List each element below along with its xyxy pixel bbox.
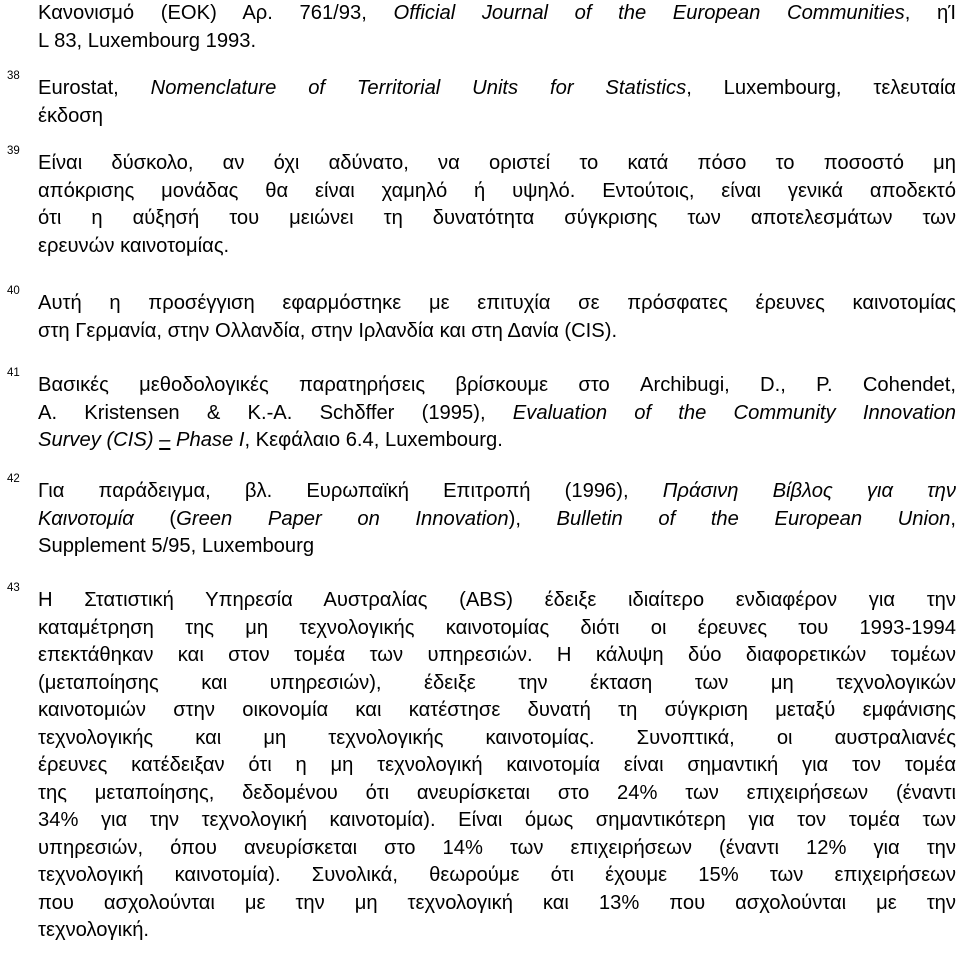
footnote-number: 40 (7, 285, 20, 297)
footnote-line (38, 400, 956, 428)
text-segment: έκδοση (38, 104, 103, 127)
text-segment: Για παράδειγμα, βλ. Ευρωπαϊκή Επιτροπή (1996), (38, 480, 663, 502)
footnote-line (38, 233, 956, 261)
text-segment: , Κεφάλαιο 6.4, Luxembourg. (244, 429, 503, 451)
text-segment: , Luxembourg, τελευταία (686, 77, 956, 99)
footnote-line (38, 890, 956, 918)
text-segment: Βασικές μεθοδολογικές παρατηρήσεις βρίσκουμε στο Archibugi, D., P. Cohendet, (38, 374, 956, 396)
footnote-line (38, 642, 956, 670)
footnote-number: 42 (7, 473, 20, 485)
text-segment: ( (133, 507, 177, 530)
footnote-line (38, 75, 956, 103)
text-segment: επεκτάθηκαν και στον τομέα των υπηρεσιών. Η κάλυψη δύο διαφορετικών τομέων (38, 644, 956, 666)
footnote-line (38, 725, 956, 753)
text-segment: Supplement 5/95, Luxembourg (38, 535, 315, 557)
text-segment: ότι η αύξησή του μειώνει τη δυνατότητα σύγκρισης των αποτελεσμάτων των (38, 207, 956, 229)
text-segment: στη Γερμανία, στην Ολλανδία, στην Ιρλανδία και στη Δανία (CIS). (38, 319, 618, 342)
footnote-line (38, 427, 956, 455)
footnote-line (38, 150, 956, 178)
footnote-line (38, 917, 956, 945)
text-segment: Πράσινη Βίβλος για την (662, 480, 956, 502)
footnote-39 (7, 145, 956, 260)
footnote-number: 43 (7, 582, 20, 594)
footnote-line (38, 587, 956, 615)
footnote-line (38, 318, 956, 346)
text-segment: τεχνολογική. (38, 919, 150, 941)
text-segment: καταμέτρηση της μη τεχνολογικής καινοτομίας διότι οι έρευνες του 1993-1994 (38, 616, 956, 639)
text-segment: Bulletin of the European Union (556, 507, 951, 530)
footnote-number: 41 (7, 367, 20, 379)
text-segment: Phase I (170, 429, 245, 451)
text-segment: Evaluation of the Community Innovation (512, 401, 956, 424)
footnote-38 (7, 70, 956, 130)
text-segment: Η Στατιστική Υπηρεσία Αυστραλίας (ABS) έδειξε ιδιαίτερο ενδιαφέρον για την (38, 589, 956, 611)
text-segment: Green Paper on Innovation (176, 507, 509, 530)
text-segment: απόκρισης μονάδας θα είναι χαμηλό ή υψηλό. Εντούτοις, είναι γενικά αποδεκτό (38, 179, 956, 202)
text-segment: 34% για την τεχνολογική καινοτομία). Είναι όμως σημαντικότερη για τον τομέα των (38, 809, 956, 831)
footnote-43 (7, 582, 956, 945)
footnote-number: 38 (7, 70, 20, 82)
footnote-line (38, 780, 956, 808)
footnote-line (38, 506, 956, 534)
text-segment: ), (508, 507, 557, 530)
footnote-line (38, 28, 956, 56)
text-segment: έρευνες κατέδειξαν ότι η μη τεχνολογική καινοτομία είναι σημαντική για τον τομέα (38, 754, 956, 776)
text-segment: Είναι δύσκολο, αν όχι αδύνατο, να οριστεί το κατά πόσο το ποσοστό μη (38, 152, 956, 174)
footnote-line (38, 697, 956, 725)
footnote-line (38, 807, 956, 835)
text-segment: καινοτομιών στην οικονομία και κατέστησε δυνατή τη σύγκριση μεταξύ εμφάνισης (38, 699, 956, 721)
footnote-number: 39 (7, 145, 20, 157)
footnote-line (38, 178, 956, 206)
footnote-line (38, 835, 956, 863)
text-segment: ερευνών καινοτομίας. (38, 234, 230, 257)
footnote-line (38, 533, 956, 561)
text-segment: – (159, 429, 171, 451)
text-segment: τεχνολογικής και μη τεχνολογικής καινοτομίας. Συνοπτικά, οι αυστραλιανές (38, 726, 956, 749)
footnote-line (38, 290, 956, 318)
text-segment: A. Kristensen & K.-A. Schδffer (1995), (38, 401, 513, 424)
footnote-line (38, 670, 956, 698)
footnote-40 (7, 285, 956, 345)
footnote-42 (7, 473, 957, 561)
footnote-37 (38, 0, 956, 55)
text-segment: τεχνολογική καινοτομία). Συνολικά, θεωρούμε ότι έχουμε 15% των επιχειρήσεων (38, 864, 956, 886)
text-segment: Official Journal of the European Communities (393, 2, 905, 24)
text-segment: L 83, Luxembourg 1993. (38, 29, 257, 52)
footnote-line (38, 0, 956, 28)
text-segment: της μεταποίησης, δεδομένου ότι ανευρίσκεται στο 24% των επιχειρήσεων (έναντι (38, 781, 956, 804)
footnote-41 (7, 367, 956, 455)
text-segment: υπηρεσιών, όπου ανευρίσκεται στο 14% των επιχειρήσεων (έναντι 12% για την (38, 836, 956, 859)
footnote-line (38, 103, 956, 131)
text-segment: Καινοτομία (38, 507, 134, 530)
text-segment: , (950, 507, 957, 530)
footnote-line (38, 478, 956, 506)
footnote-line (38, 862, 956, 890)
footnote-line (38, 752, 956, 780)
footnote-line (38, 372, 956, 400)
footnote-line (38, 205, 956, 233)
text-segment: Nomenclature of Territorial Units for Statistics (150, 77, 687, 99)
text-segment: , ηΊ (904, 2, 956, 24)
footnote-line (38, 615, 956, 643)
text-segment: (μεταποίησης και υπηρεσιών), έδειξε την έκταση των μη τεχνολογικών (38, 671, 956, 694)
text-segment: Κανονισμό (ΕΟΚ) Αρ. 761/93, (38, 2, 394, 24)
text-segment: Αυτή η προσέγγιση εφαρμόστηκε με επιτυχία σε πρόσφατες έρευνες καινοτομίας (38, 292, 956, 314)
text-segment: Survey (CIS) (38, 429, 160, 451)
text-segment: Eurostat, (38, 77, 151, 99)
text-segment: που ασχολούνται με την μη τεχνολογική και 13% που ασχολούνται με την (38, 891, 956, 914)
